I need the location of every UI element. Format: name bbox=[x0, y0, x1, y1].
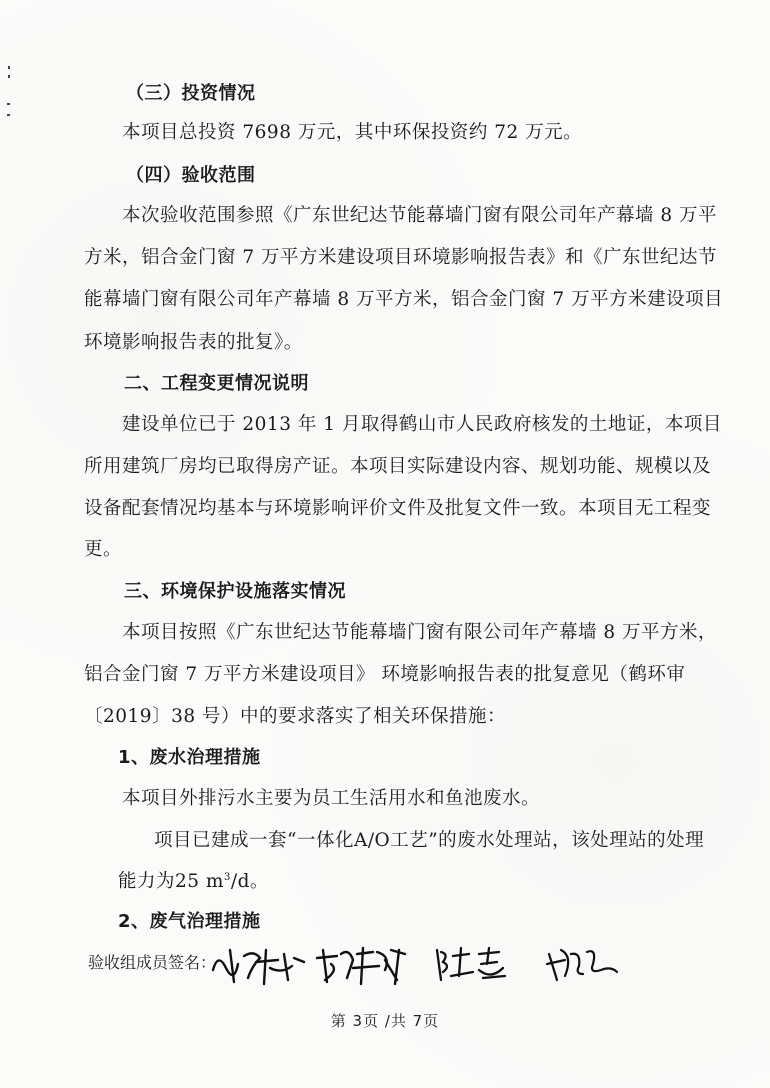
scope-line: 环境影响报告表的批复》。 bbox=[84, 332, 303, 353]
page-number-footer: 第 3页 /共 7页 bbox=[330, 1012, 440, 1030]
protection-line: 本项目按照《广东世纪达节能幕墙门窗有限公司年产幕墙 8 万平方米， bbox=[122, 622, 718, 643]
section-heading-gas: 2、废气治理措施 bbox=[118, 911, 261, 932]
capacity-prefix: 能力为25 m bbox=[118, 871, 224, 892]
signature-label: 验收组成员签名： bbox=[88, 953, 217, 972]
change-line: 更。 bbox=[84, 539, 123, 560]
section-heading-wastewater: 1、废水治理措施 bbox=[118, 747, 261, 768]
wastewater-capacity-line bbox=[118, 870, 269, 894]
protection-line: 〔2019〕38 号）中的要求落实了相关环保措施： bbox=[84, 706, 507, 727]
scope-line: 方米，铝合金门窗 7 万平方米建设项目环境影响报告表》和《广东世纪达节 bbox=[84, 247, 718, 268]
investment-text: 本项目总投资 7698 万元，其中环保投资约 72 万元。 bbox=[122, 122, 583, 143]
change-line: 建设单位已于 2013 年 1 月取得鹤山市人民政府核发的土地证，本项目 bbox=[122, 414, 722, 435]
section-heading-scope: （四）验收范围 bbox=[126, 165, 256, 186]
section-heading-change: 二、工程变更情况说明 bbox=[124, 373, 309, 394]
signature-handwriting-2 bbox=[313, 940, 413, 990]
section-heading-investment: （三）投资情况 bbox=[126, 83, 256, 104]
scope-line: 本次验收范围参照《广东世纪达节能幕墙门窗有限公司年产幕墙 8 万平 bbox=[122, 205, 718, 226]
wastewater-line: 本项目外排污水主要为员工生活用水和鱼池废水。 bbox=[122, 788, 541, 809]
wastewater-line: 项目已建成一套“一体化A/O工艺”的废水处理站，该处理站的处理 bbox=[154, 830, 705, 851]
signature-handwriting-1 bbox=[208, 940, 308, 990]
signature-row bbox=[88, 940, 688, 990]
change-line: 所用建筑厂房均已取得房产证。本项目实际建设内容、规划功能、规模以及 bbox=[84, 456, 712, 477]
margin-mark bbox=[7, 103, 10, 105]
capacity-superscript: 3 bbox=[223, 871, 231, 883]
change-line: 设备配套情况均基本与环境影响评价文件及批复文件一致。本项目无工程变 bbox=[84, 498, 712, 519]
margin-mark bbox=[8, 66, 10, 69]
margin-mark bbox=[8, 75, 10, 78]
section-heading-protection: 三、环境保护设施落实情况 bbox=[124, 581, 346, 602]
scope-line: 能幕墙门窗有限公司年产幕墙 8 万平方米，铝合金门窗 7 万平方米建设项目 bbox=[84, 289, 724, 310]
signature-handwriting-4 bbox=[543, 940, 623, 990]
protection-line: 铝合金门窗 7 万平方米建设项目》 环境影响报告表的批复意见（鹤环审 bbox=[84, 664, 686, 685]
capacity-suffix: /d。 bbox=[230, 871, 269, 892]
signature-handwriting-3 bbox=[433, 940, 523, 990]
margin-mark bbox=[7, 114, 10, 116]
